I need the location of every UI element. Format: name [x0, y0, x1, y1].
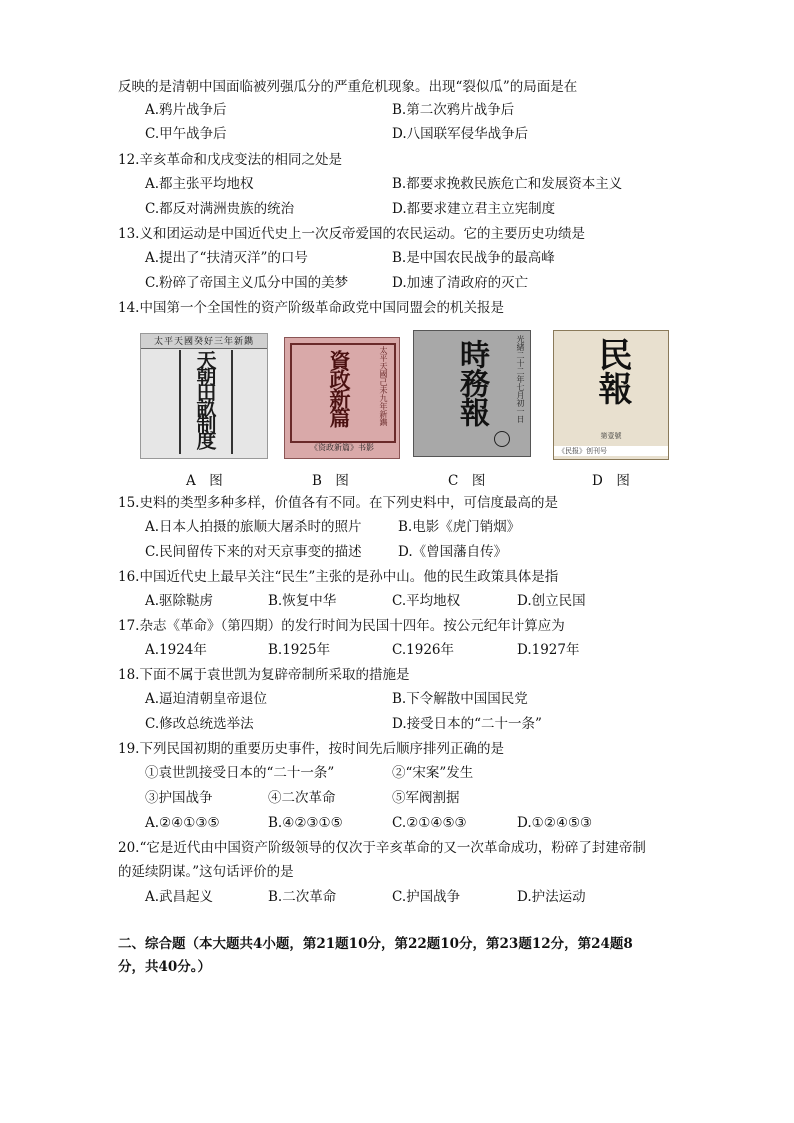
q12-option-c: C.都反对满洲贵族的统治	[145, 201, 295, 217]
section-2-heading-line2: 分，共40分。）	[118, 959, 212, 975]
q14-stem: 14.中国第一个全国性的资产阶级革命政党中国同盟会的机关报是	[118, 300, 504, 316]
q12-option-d: D.都要求建立君主立宪制度	[392, 201, 556, 217]
q16-option-d: D.创立民国	[517, 593, 586, 609]
figure-a-title: 天朝田畝制度	[193, 350, 217, 446]
q17-option-c: C.1926年	[392, 642, 454, 658]
caption-a: A 图	[186, 473, 223, 489]
q16-option-b: B.恢复中华	[268, 593, 337, 609]
figure-a-header: 太平天國癸好三年新鐫	[141, 334, 267, 349]
q11-option-b: B.第二次鸦片战争后	[392, 102, 515, 118]
q18-option-c: C.修改总统选举法	[145, 716, 254, 732]
section-2-heading-line1: 二、综合题（本大题共4小题，第21题10分，第22题10分，第23题12分，第24题8	[118, 936, 633, 952]
q20-option-b: B.二次革命	[268, 889, 337, 905]
q12-option-b: B.都要求挽救民族危亡和发展资本主义	[392, 176, 623, 192]
figure-d-title: 民報	[592, 337, 632, 405]
q17-option-a: A.1924年	[145, 642, 207, 658]
q19-option-b: B.④②③①⑤	[268, 815, 343, 831]
q20-option-a: A.武昌起义	[145, 889, 214, 905]
q16-option-a: A.驱除鞑虏	[145, 593, 214, 609]
q20-stem-line1: 20.“它是近代由中国资产阶级领导的仅次于辛亥革命的又一次革命成功，粉碎了封建帝制	[118, 840, 646, 856]
q13-option-c: C.粉碎了帝国主义瓜分中国的美梦	[145, 275, 349, 291]
figure-b-zizheng	[284, 337, 400, 459]
q18-option-a: A.逼迫清朝皇帝退位	[145, 691, 268, 707]
figure-b-side-text: 太平天國己未九年新鐫	[379, 346, 388, 426]
q19-event-3: ③护国战争	[145, 790, 213, 806]
q15-option-a: A.日本人拍摄的旅顺大屠杀时的照片	[145, 519, 362, 535]
q12-option-a: A.都主张平均地权	[145, 176, 254, 192]
q15-option-c: C.民间留传下来的对天京事变的描述	[145, 544, 362, 560]
figure-c-title: 時務報	[454, 339, 489, 426]
q19-option-c: C.②①④⑤③	[392, 815, 467, 831]
figure-d-caption: 《民报》创刊号	[554, 446, 669, 456]
q19-event-2: ②“宋案”发生	[392, 765, 474, 781]
q16-option-c: C.平均地权	[392, 593, 461, 609]
figure-a-tianchao	[140, 333, 268, 459]
q19-stem: 19.下列民国初期的重要历史事件，按时间先后顺序排列正确的是	[118, 741, 504, 757]
q13-option-b: B.是中国农民战争的最高峰	[392, 250, 555, 266]
q17-option-d: D.1927年	[517, 642, 580, 658]
q19-event-5: ⑤军阀割据	[392, 790, 460, 806]
figure-d-issue: 第壹號	[600, 432, 622, 440]
q19-event-4: ④二次革命	[268, 790, 336, 806]
q13-option-d: D.加速了清政府的灭亡	[392, 275, 529, 291]
q19-event-1: ①袁世凯接受日本的“二十一条”	[145, 765, 335, 781]
q17-stem: 17.杂志《革命》（第四期）的发行时间为民国十四年。按公元纪年计算应为	[118, 618, 565, 634]
q16-stem: 16.中国近代史上最早关注“民生”主张的是孙中山。他的民生政策具体是指	[118, 569, 559, 585]
q18-stem: 18.下面不属于袁世凯为复辟帝制所采取的措施是	[118, 667, 410, 683]
q17-option-b: B.1925年	[268, 642, 331, 658]
figure-b-caption: 《资政新篇》书影	[310, 443, 374, 452]
caption-d: D 图	[592, 473, 630, 489]
figure-c-side-text: 光緒二十二年七月初一日	[516, 335, 525, 423]
q20-stem-line2: 的延续阴谋。”这句话评价的是	[118, 864, 294, 880]
caption-b: B 图	[312, 473, 349, 489]
q15-option-d: D.《曾国藩自传》	[398, 544, 508, 560]
q18-option-d: D.接受日本的“二十一条”	[392, 716, 542, 732]
figure-c-shiwubao	[413, 330, 531, 457]
figure-b-title: 資政新篇	[327, 350, 352, 426]
q15-option-b: B.电影《虎门销烟》	[398, 519, 521, 535]
q20-option-c: C.护国战争	[392, 889, 461, 905]
q11-option-d: D.八国联军侵华战争后	[392, 126, 529, 142]
q18-option-b: B.下令解散中国国民党	[392, 691, 528, 707]
q13-stem: 13.义和团运动是中国近代史上一次反帝爱国的农民运动。它的主要历史功绩是	[118, 226, 585, 242]
caption-c: C 图	[448, 473, 486, 489]
q11-option-a: A.鸦片战争后	[145, 102, 227, 118]
q20-option-d: D.护法运动	[517, 889, 586, 905]
q15-stem: 15.史料的类型多种多样，价值各有不同。在下列史料中，可信度最高的是	[118, 495, 558, 511]
q13-option-a: A.提出了“扶清灭洋”的口号	[145, 250, 308, 266]
q12-stem: 12.辛亥革命和戊戌变法的相同之处是	[118, 152, 342, 168]
q11-stem: 反映的是清朝中国面临被列强瓜分的严重危机现象。出现“裂似瓜”的局面是在	[118, 79, 578, 95]
q19-option-d: D.①②④⑤③	[517, 815, 593, 831]
seal-icon	[494, 431, 510, 447]
figure-d-minbao	[553, 330, 669, 460]
q19-option-a: A.②④①③⑤	[145, 815, 220, 831]
q11-option-c: C.甲午战争后	[145, 126, 227, 142]
